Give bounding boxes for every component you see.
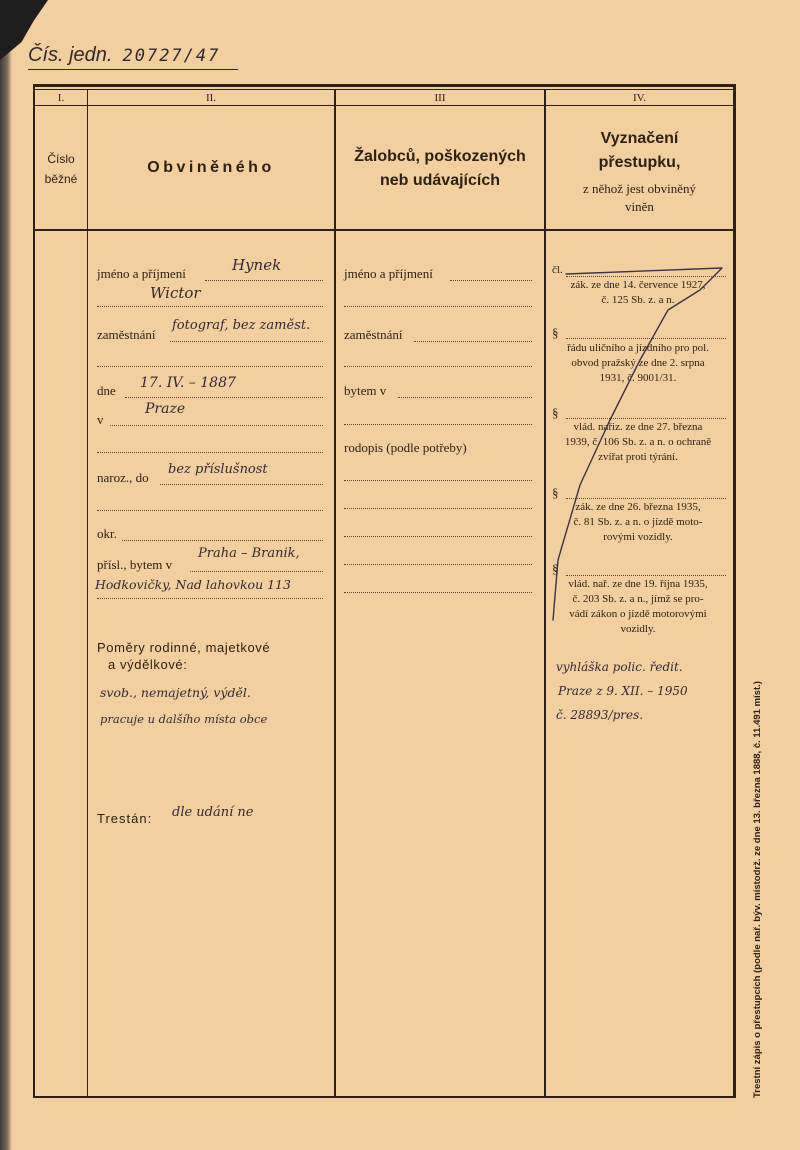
accused-occupation-label: zaměstnání (97, 327, 156, 342)
scan-edge (0, 0, 12, 1150)
accused-born-line-2 (97, 510, 323, 511)
accused-occupation-value: fotograf, bez zaměst. (172, 318, 311, 333)
plaintiff-bio-line-5 (344, 592, 532, 593)
accused-in-line-2 (97, 452, 323, 453)
column-4-title-line1: Vyznačení (600, 130, 679, 147)
plaintiff-residence-label: bytem v (344, 383, 387, 398)
accused-family-value-1: svob., nemajetný, výděl. (100, 685, 251, 700)
law-2-mark: § (552, 325, 559, 340)
law-5-line (566, 575, 726, 576)
accused-in-value: Praze (145, 401, 186, 417)
column-3-title-line2: neb udávajících (379, 172, 501, 189)
header-bottom-border (33, 229, 736, 231)
plaintiff-bio-line-2 (344, 508, 532, 509)
accused-day-label: dne (97, 383, 116, 398)
law-2-line-a: řádu uličního a jízdního pro pol. (567, 342, 709, 354)
column-4-numeral: IV. (633, 92, 646, 104)
form-side-note: Trestní zápis o přestupcích (podle nař. býv. místodrž. ze dne 13. března 1888, č. 11.491 míst.) (752, 681, 763, 1098)
plaintiff-bio-line-1 (344, 480, 532, 481)
plaintiff-name-label: jméno a příjmení (344, 266, 433, 281)
law-4-mark: § (552, 485, 559, 500)
accused-name-line (205, 280, 323, 281)
reference-number-field (28, 44, 238, 70)
offence-note-line-1: vyhláška polic. ředit. (556, 660, 683, 674)
plaintiff-residence-line (398, 397, 532, 398)
accused-residence-value-2: Hodkovičky, Nad lahovkou 113 (95, 577, 291, 592)
offence-note-line-3: č. 28893/pres. (556, 708, 644, 722)
law-4-line-c: rovými vozidly. (603, 531, 673, 543)
column-divider-1 (87, 89, 88, 1098)
accused-family-label-2: a výdělkové: (108, 657, 188, 672)
law-1-line-a: zák. ze dne 14. července 1927, (570, 279, 706, 291)
plaintiff-bio-line-3 (344, 536, 532, 537)
accused-born-line (160, 484, 323, 485)
law-1-mark: čl. (552, 264, 563, 276)
accused-name-value-2: Wictor (150, 284, 201, 302)
header-separator (33, 105, 736, 106)
table-top-border (33, 84, 736, 87)
accused-residence-label: přísl., bytem v (97, 557, 173, 572)
offence-note-line-2: Praze z 9. XII. – 1950 (558, 684, 688, 698)
law-1-line (566, 276, 726, 277)
table-top-border-inner (33, 89, 736, 90)
accused-day-value: 17. IV. – 1887 (140, 375, 236, 391)
column-3-title-line1: Žalobců, poškozených (354, 148, 526, 165)
law-4-line (566, 498, 726, 499)
accused-residence-value-1: Praha – Branik, (198, 546, 300, 561)
column-3-numeral: III (434, 92, 446, 104)
accused-residence-line-2 (97, 598, 323, 599)
law-3-line-c: zvířat proti týrání. (598, 451, 678, 463)
accused-residence-line (190, 571, 323, 572)
plaintiff-name-line-2 (344, 306, 532, 307)
accused-born-value: bez příslušnost (168, 462, 268, 477)
law-3-text (548, 420, 728, 465)
law-5-line-a: vlád. nař. ze dne 19. října 1935, (568, 578, 708, 590)
law-3-line (566, 418, 726, 419)
accused-district-line (122, 540, 323, 541)
plaintiff-bio-line-4 (344, 564, 532, 565)
column-4-title-line2: přestupku, (598, 154, 681, 171)
table-left-border (33, 84, 35, 1098)
accused-district-label: okr. (97, 526, 117, 541)
law-5-mark: § (552, 561, 559, 576)
law-4-line-a: zák. ze dne 26. března 1935, (575, 501, 701, 513)
accused-day-line (125, 397, 323, 398)
accused-name-label: jméno a příjmení (97, 266, 186, 281)
law-3-line-a: vlád. nařiz. ze dne 27. března (573, 421, 703, 433)
accused-punished-value: dle udání ne (172, 805, 254, 820)
accused-name-line-2 (97, 306, 323, 307)
table-bottom-border (33, 1096, 736, 1098)
law-5-line-b: č. 203 Sb. z. a n., jímž se pro- (572, 593, 704, 605)
law-5-line-c: vádí zákon o jízdě motorovými (569, 608, 707, 620)
law-2-line (566, 338, 726, 339)
plaintiff-occupation-line (414, 341, 532, 342)
accused-occupation-line-2 (97, 366, 323, 367)
law-1-line-b: č. 125 Sb. z. a n. (601, 294, 675, 306)
law-2-text (548, 341, 728, 386)
accused-family-label-1: Poměry rodinné, majetkové (97, 640, 271, 655)
law-1-text (548, 278, 728, 308)
law-3-mark: § (552, 405, 559, 420)
accused-punished-label: Trestán: (97, 811, 153, 826)
accused-name-value-1: Hynek (232, 256, 282, 274)
column-4-subtitle-line2: viněn (625, 199, 654, 214)
law-2-line-c: 1931, č. 9001/31. (599, 372, 677, 384)
plaintiff-residence-line-2 (344, 424, 532, 425)
column-1-title-line2: běžné (44, 172, 78, 186)
plaintiff-name-line (450, 280, 532, 281)
reference-label: Čís. jedn. (28, 44, 113, 66)
column-2-numeral: II. (205, 92, 217, 104)
accused-born-label: naroz., do (97, 470, 149, 485)
column-2-title: Obviněného (147, 159, 275, 176)
plaintiff-bio-label: rodopis (podle potřeby) (344, 440, 467, 455)
accused-in-label: v (97, 412, 104, 427)
accused-family-value-2: pracuje u dalšího místa obce (100, 712, 268, 726)
column-divider-3 (544, 89, 546, 1098)
accused-occupation-line (170, 341, 323, 342)
law-2-line-b: obvod pražský ze dne 2. srpna (571, 357, 705, 369)
column-1-title-line1: Číslo (47, 152, 75, 166)
column-4-subtitle-line1: z něhož jest obviněný (583, 181, 696, 196)
law-4-text (548, 500, 728, 545)
plaintiff-occupation-line-2 (344, 366, 532, 367)
reference-number: 20727/47 (122, 46, 221, 66)
law-4-line-b: č. 81 Sb. z. a n. o jízdě moto- (573, 516, 703, 528)
accused-in-line (110, 425, 323, 426)
law-3-line-b: 1939, č. 106 Sb. z. a n. o ochraně (564, 436, 712, 448)
column-1-numeral: I. (57, 92, 65, 104)
law-5-line-d: vozidly. (620, 623, 656, 635)
law-5-text (548, 577, 728, 637)
plaintiff-occupation-label: zaměstnání (344, 327, 403, 342)
column-divider-2 (334, 89, 336, 1098)
table-right-border (733, 84, 736, 1098)
